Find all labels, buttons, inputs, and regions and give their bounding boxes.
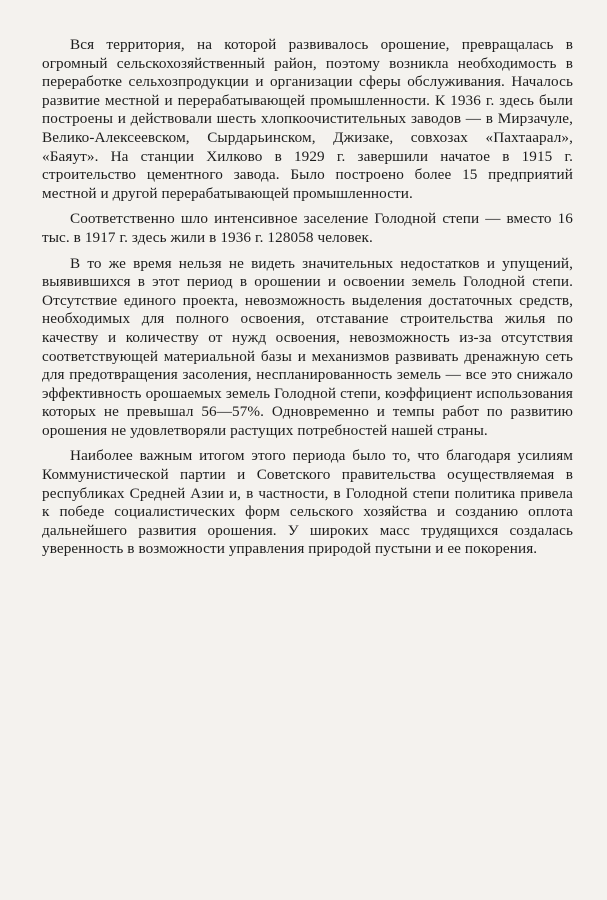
paragraph-shortcomings: В то же время нельзя не видеть значительных недостатков и упущений, выявившихся в этот период в орошении и освоении земель Голодной степи. Отсутствие единого проекта, невозможность выделения достаточных средств, необходимых для полного освоения, отставание строительства жилья по качеству и количеству от нужд освоения, невозможность из-за отсутствия соответствующей материальной базы и механизмов развивать дренажную сеть для предотвращения засоления, неспланированность земель — все это снижало эффективность орошаемых земель Голодной степи, коэффициент использования которых не превышал 56—57%. Одновременно и темпы работ по развитию орошения не удовлетворяли растущих потребностей нашей страны. bbox=[42, 254, 573, 439]
paragraph-conclusion: Наиболее важным итогом этого периода было то, что благодаря усилиям Коммунистической партии и Советского правительства осуществляемая в республиках Средней Азии и, в частности, в Голодной степи политика привела к победе социалистических форм сельского хозяйства и созданию оплота дальнейшего развития орошения. У широких масс трудящихся создалась уверенность в возможности управления природой пустыни и ее покорения. bbox=[42, 447, 573, 558]
paragraph-industry: Вся территория, на которой развивалось орошение, превращалась в огромный сельскохозяйственный район, поэтому возникла необходимость в переработке сельхозпродукции и организации сферы обслуживания. Началось развитие местной и перерабатывающей промышленности. К 1936 г. здесь были построены и действовали шесть хлопкоочистительных заводов — в Мирзачуле, Велико-Алексеевском, Сырдарьинском, Джизаке, совхозах «Пахтаарал», «Баяут». На станции Хилково в 1929 г. завершили начатое в 1915 г. строительство цементного завода. Было построено более 15 предприятий местной и другой перерабатывающей промышленности. bbox=[42, 36, 573, 202]
body-text bbox=[42, 36, 573, 566]
paragraph-population: Соответственно шло интенсивное заселение Голодной степи — вместо 16 тыс. в 1917 г. здесь жили в 1936 г. 128058 человек. bbox=[42, 210, 573, 246]
